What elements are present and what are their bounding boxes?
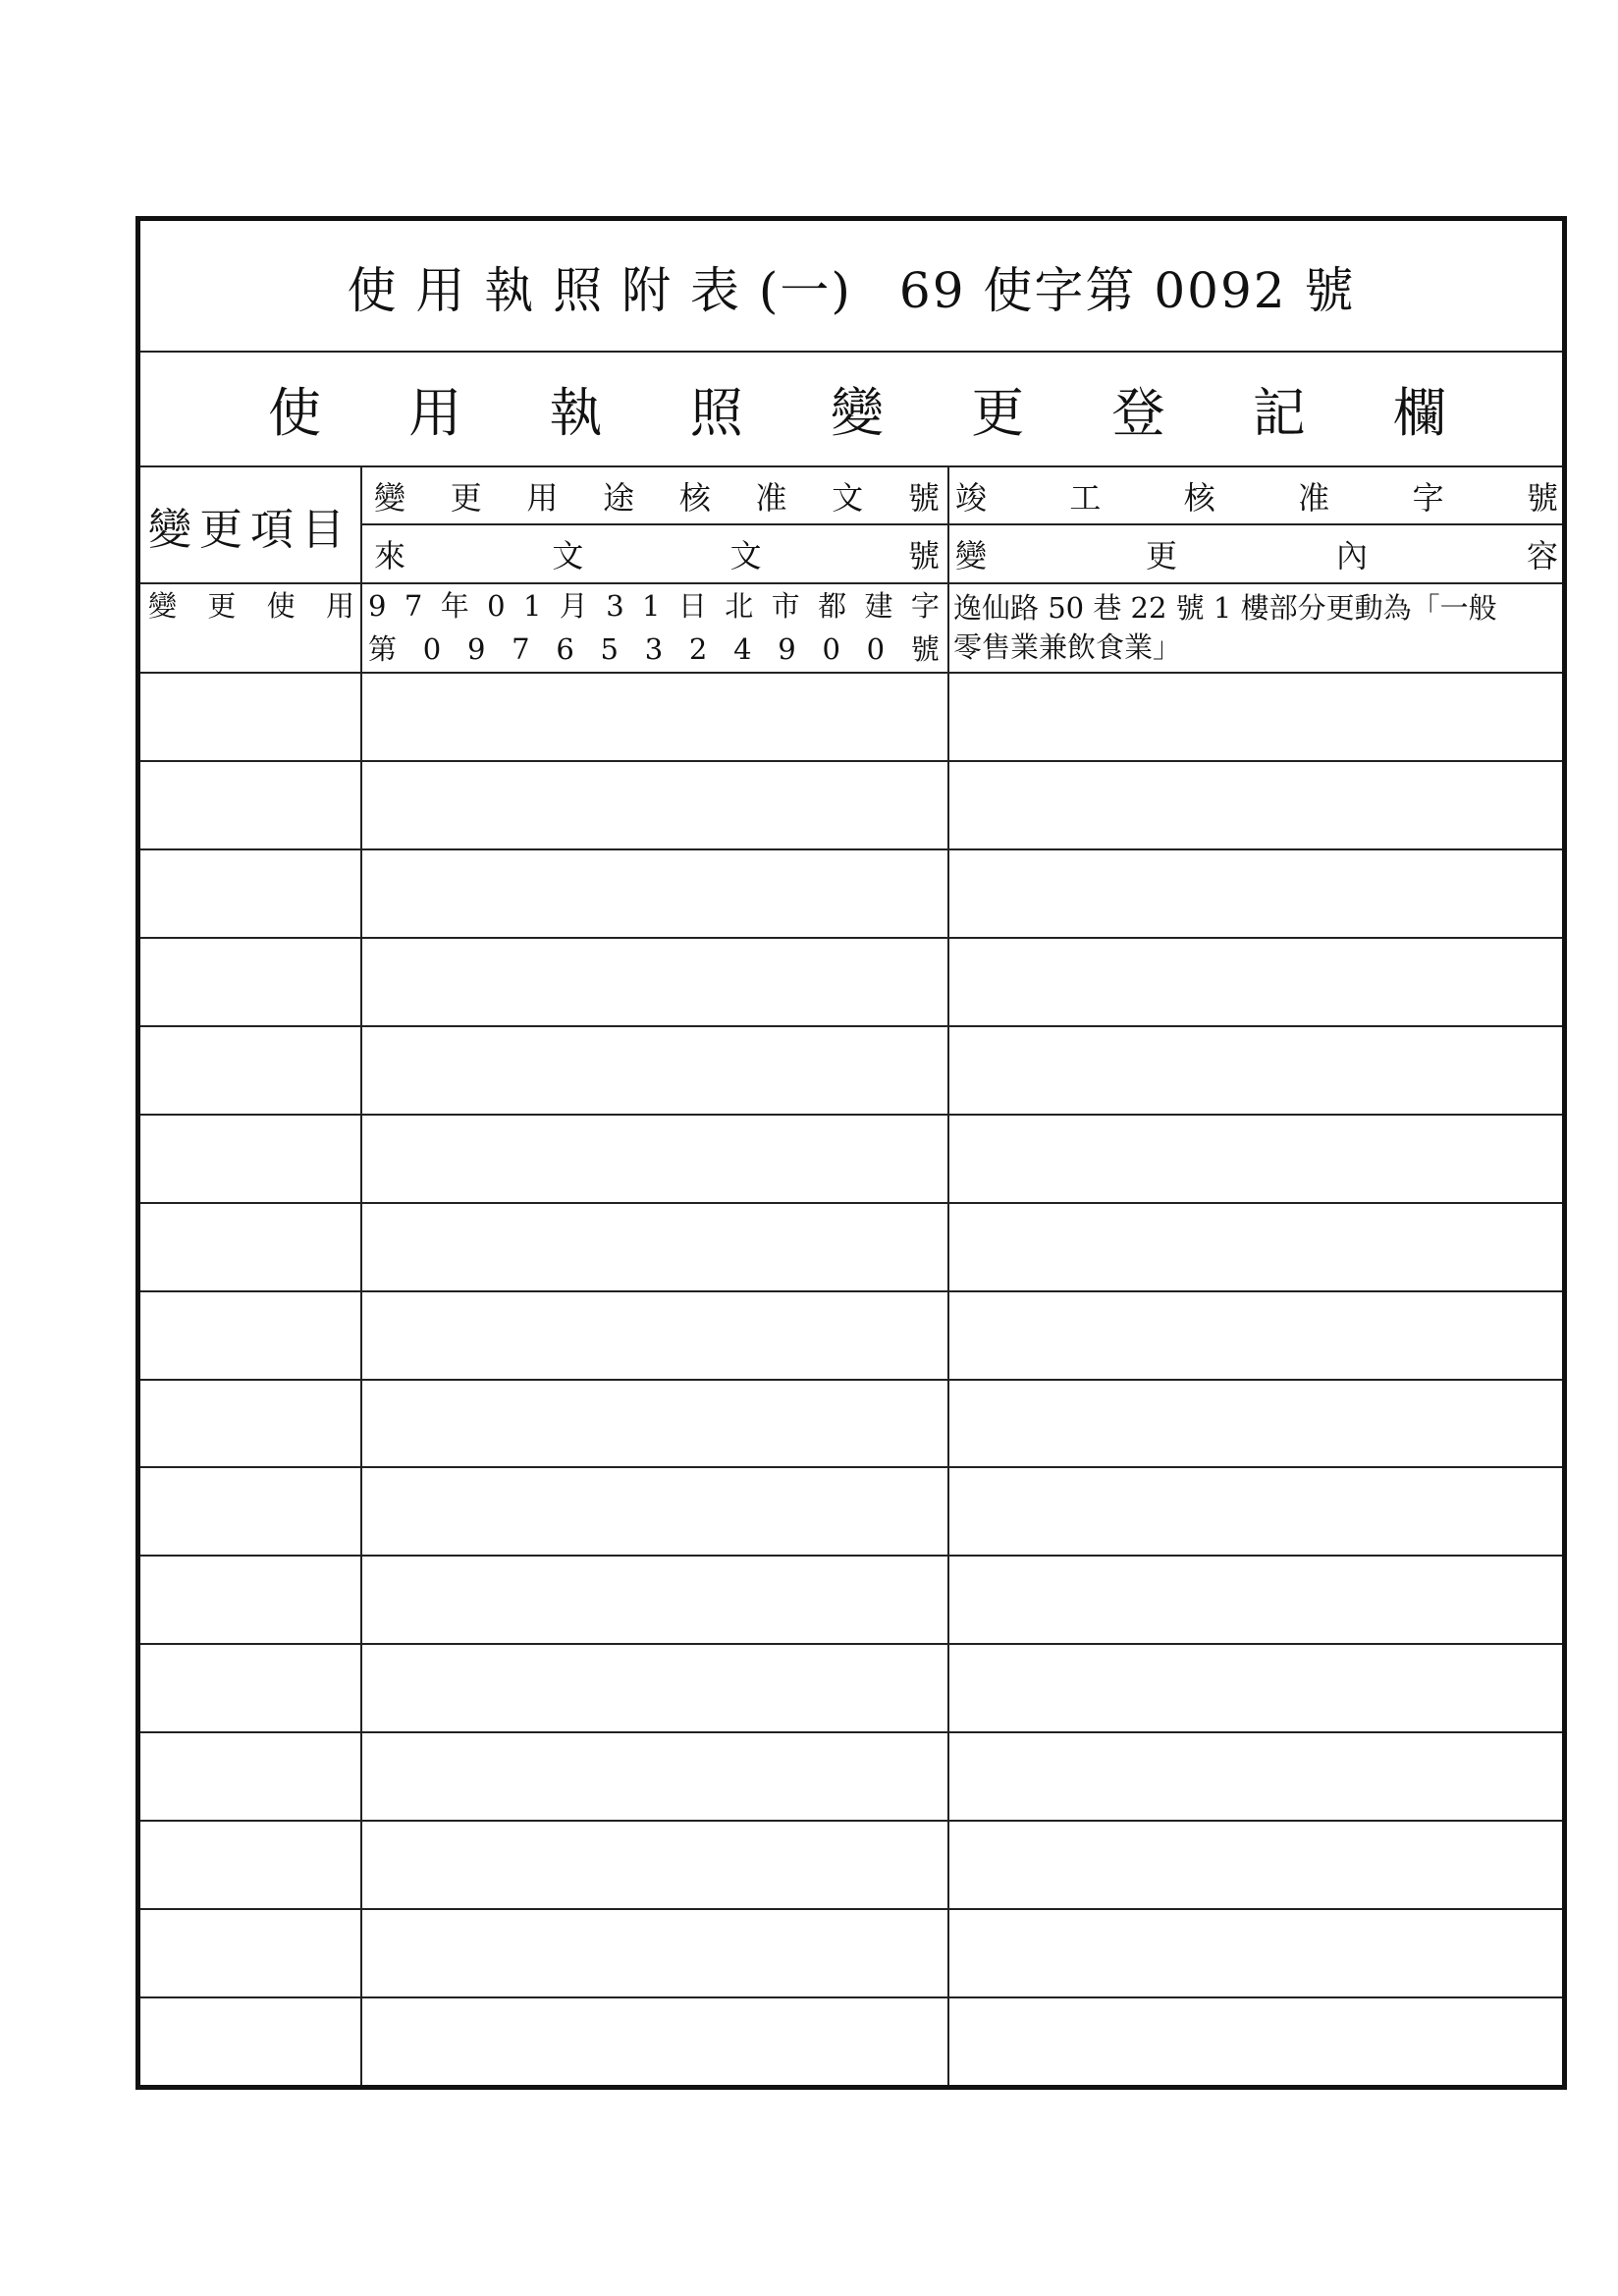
row-line <box>140 1025 1562 1027</box>
row-line <box>140 1379 1562 1381</box>
header-char: 准 <box>755 478 787 517</box>
entry-char: 1 <box>522 589 542 623</box>
header-char: 核 <box>678 478 711 517</box>
header-char: 更 <box>1145 536 1177 574</box>
entry-char: 3 <box>606 589 624 623</box>
entry-char: 6 <box>556 632 574 666</box>
subtitle-char: 更 <box>971 382 1025 444</box>
header-change-item <box>140 467 360 583</box>
entry-char: 2 <box>688 632 708 666</box>
header-change-content <box>949 525 1562 581</box>
form-title <box>140 221 1562 352</box>
subtitle-char: 照 <box>689 382 743 444</box>
entry-char: 1 <box>642 589 661 623</box>
header-char: 文 <box>729 536 762 574</box>
entry-char: 9 <box>368 589 387 623</box>
header-char: 更 <box>450 478 482 517</box>
row-line <box>140 1820 1562 1822</box>
entry-content <box>953 584 1560 671</box>
row-line <box>140 1643 1562 1645</box>
header-char: 途 <box>603 478 635 517</box>
column-divider <box>947 465 949 2085</box>
row-line <box>140 1555 1562 1557</box>
entry-change-item <box>140 584 360 628</box>
row-line <box>140 1290 1562 1292</box>
entry-char: 日 <box>677 589 707 623</box>
entry-char: 更 <box>207 589 237 623</box>
entry-char: 9 <box>466 632 486 666</box>
subtitle-char: 記 <box>1252 382 1306 444</box>
header-char: 竣 <box>955 478 988 517</box>
header-incoming-doc <box>364 525 945 581</box>
entry-char: 0 <box>422 632 442 666</box>
header-char: 用 <box>526 478 559 517</box>
header-char: 號 <box>907 536 940 574</box>
entry-char: 第 <box>368 632 398 666</box>
row-line <box>140 937 1562 939</box>
entry-char: 市 <box>771 589 800 623</box>
entry-char: 建 <box>864 589 893 623</box>
entry-char: 5 <box>600 632 619 666</box>
entry-char: 月 <box>559 589 588 623</box>
header-char: 變 <box>955 536 988 574</box>
form-subtitle <box>140 353 1562 465</box>
header-char: 工 <box>1069 478 1102 517</box>
column-divider <box>360 465 362 2085</box>
entry-char: 3 <box>644 632 664 666</box>
row-line <box>140 848 1562 850</box>
row-line <box>140 1466 1562 1468</box>
row-line <box>140 1114 1562 1116</box>
entry-char: 字 <box>910 589 940 623</box>
subtitle-char: 執 <box>549 382 603 444</box>
header-char: 號 <box>1526 478 1558 517</box>
entry-char: 用 <box>325 589 354 623</box>
subtitle-char: 欄 <box>1393 382 1446 444</box>
header-char: 核 <box>1183 478 1215 517</box>
form-title-prefix: 使 用 執 照 附 表 (一) <box>347 261 852 319</box>
row-line <box>140 1202 1562 1204</box>
entry-char: 使 <box>266 589 296 623</box>
header-char: 字 <box>1412 478 1444 517</box>
row-line <box>140 672 1562 674</box>
entry-char: 0 <box>822 632 840 666</box>
entry-char: 0 <box>487 589 506 623</box>
entry-char: 0 <box>866 632 886 666</box>
subtitle-char: 使 <box>268 382 321 444</box>
header-char: 文 <box>552 536 584 574</box>
header-completion-approval <box>949 467 1562 523</box>
entry-char: 7 <box>512 632 530 666</box>
header-change-item-label: 變更項目 <box>148 505 352 555</box>
entry-doc-line1 <box>364 584 945 628</box>
header-char: 號 <box>907 478 940 517</box>
entry-char: 9 <box>778 632 796 666</box>
header-char: 變 <box>374 478 406 517</box>
subtitle-char: 登 <box>1111 382 1165 444</box>
header-char: 准 <box>1298 478 1330 517</box>
license-change-form <box>135 216 1567 2090</box>
entry-char: 年 <box>440 589 469 623</box>
subtitle-char: 用 <box>408 382 462 444</box>
row-line <box>140 760 1562 762</box>
header-char: 容 <box>1526 536 1558 574</box>
header-approval-doc <box>364 467 945 523</box>
header-char: 內 <box>1335 536 1368 574</box>
entry-char: 7 <box>404 589 423 623</box>
entry-content-line2: 零售業兼飲食業」 <box>953 630 1182 664</box>
subtitle-char: 變 <box>831 382 884 444</box>
header-char: 文 <box>832 478 864 517</box>
entry-char: 變 <box>148 589 178 623</box>
entry-doc-line2 <box>364 628 945 671</box>
form-title-number: 69 使字第 0092 號 <box>898 261 1356 319</box>
row-line <box>140 1908 1562 1910</box>
entry-char: 號 <box>910 632 940 666</box>
row-line <box>140 1996 1562 1998</box>
entry-char: 4 <box>733 632 752 666</box>
entry-content-line1: 逸仙路 50 巷 22 號 1 樓部分更動為「一般 <box>953 591 1497 625</box>
entry-char: 都 <box>818 589 847 623</box>
row-line <box>140 1731 1562 1733</box>
header-char: 來 <box>374 536 406 574</box>
entry-char: 北 <box>725 589 754 623</box>
